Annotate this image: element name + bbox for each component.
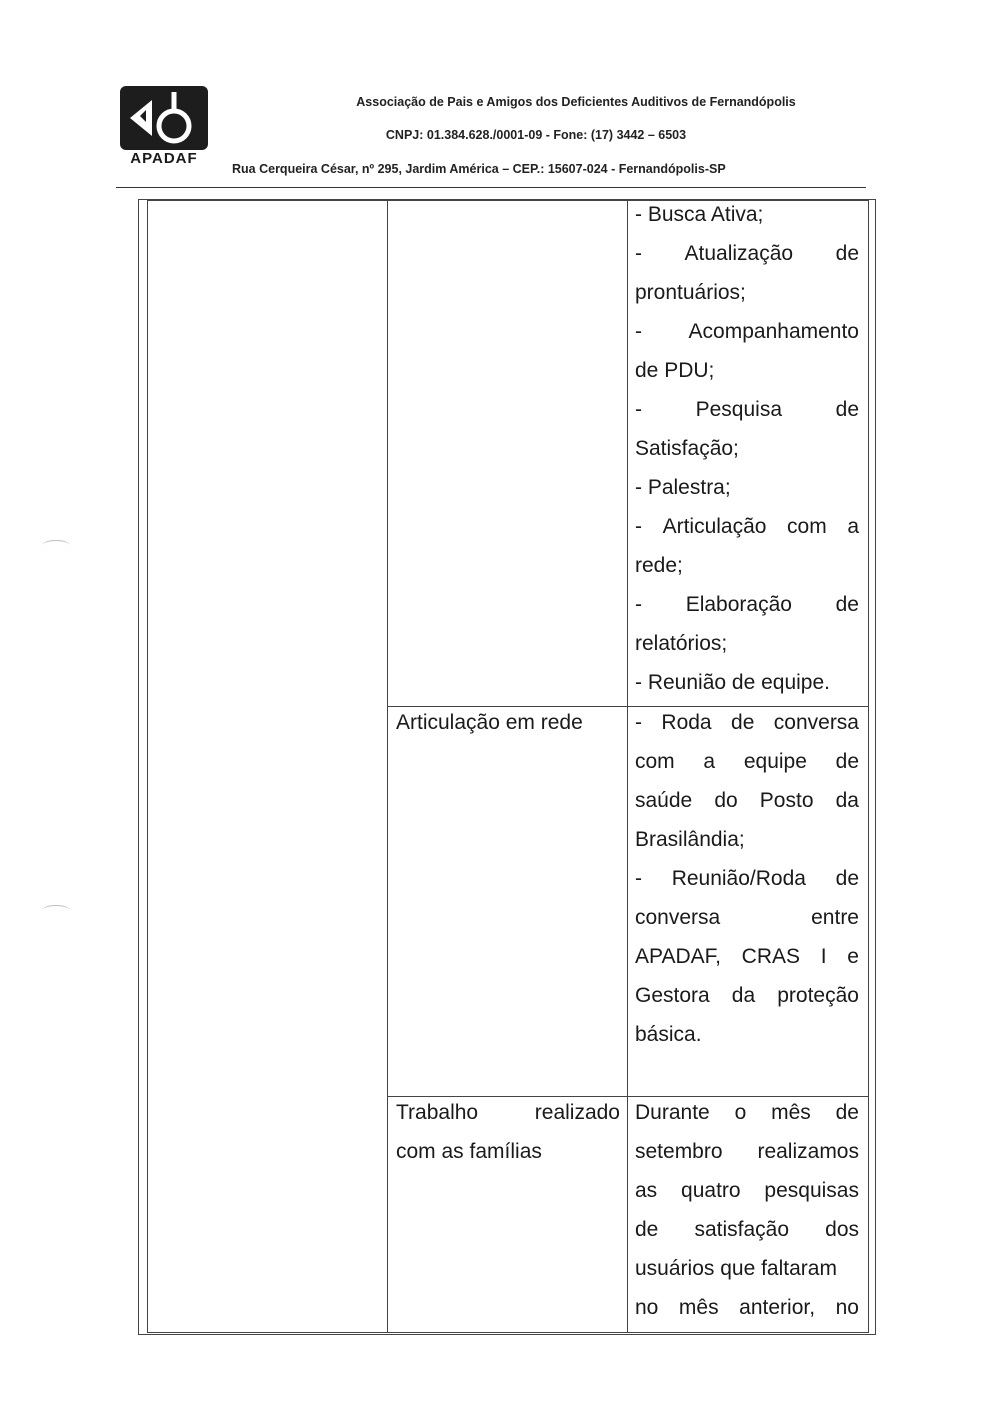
- word: de: [835, 750, 859, 773]
- word: I: [820, 945, 827, 968]
- word: saúde: [635, 789, 693, 812]
- text-line: [635, 273, 859, 312]
- text-line: [635, 663, 859, 702]
- word: Durante: [635, 1101, 710, 1124]
- word: da: [731, 984, 756, 1007]
- text-line: [635, 351, 859, 390]
- word: -: [635, 711, 642, 734]
- scan-margin-mark: [42, 540, 70, 551]
- word: com: [787, 515, 827, 538]
- word: a: [703, 750, 716, 773]
- word: com as famílias: [396, 1140, 542, 1163]
- text-line: [635, 703, 859, 742]
- word: -: [635, 867, 642, 890]
- word: e: [847, 945, 859, 968]
- header-divider: [116, 187, 866, 188]
- word: conversa: [635, 906, 721, 929]
- row3-category-cell: [396, 1093, 620, 1171]
- word: -: [635, 242, 642, 265]
- word: satisfação: [694, 1218, 790, 1241]
- word: - Busca Ativa;: [635, 203, 764, 226]
- word: proteção: [777, 984, 859, 1007]
- word: de: [835, 398, 859, 421]
- word: de: [635, 1218, 659, 1241]
- text-line: [635, 937, 859, 976]
- word: de: [835, 867, 859, 890]
- word: -: [635, 593, 642, 616]
- word: as: [635, 1179, 658, 1202]
- text-line: [635, 898, 859, 937]
- text-line: [635, 585, 859, 624]
- word: no: [835, 1296, 859, 1319]
- text-line: [635, 976, 859, 1015]
- word: Roda: [661, 711, 712, 734]
- word: - Reunião de equipe.: [635, 671, 830, 694]
- word: equipe: [743, 750, 807, 773]
- text-line: [635, 1132, 859, 1171]
- text-line: [396, 1093, 620, 1132]
- word: Posto: [759, 789, 814, 812]
- text-line: [635, 195, 859, 234]
- word: realizado: [534, 1101, 620, 1124]
- word: rede;: [635, 554, 683, 577]
- row1-activities-cell: [635, 195, 859, 702]
- address-line: Rua Cerqueira César, nº 295, Jardim América – CEP.: 15607-024 - Fernandópolis-SP: [232, 162, 726, 176]
- logo-text: APADAF: [130, 150, 198, 167]
- text-line: [635, 742, 859, 781]
- word: Elaboração: [685, 593, 792, 616]
- text-line: [635, 507, 859, 546]
- word: entre: [811, 906, 859, 929]
- text-line: [635, 390, 859, 429]
- word: relatórios;: [635, 632, 728, 655]
- row2-category-cell: Articulação em rede: [396, 711, 583, 734]
- text-line: [635, 429, 859, 468]
- row2-activities-cell: [635, 703, 859, 1054]
- word: Satisfação;: [635, 437, 739, 460]
- word: anterior,: [739, 1296, 816, 1319]
- column-divider: [627, 200, 628, 1333]
- text-line: [396, 1132, 620, 1171]
- word: de PDU;: [635, 359, 715, 382]
- word: - Palestra;: [635, 476, 731, 499]
- text-line: [635, 820, 859, 859]
- text-line: [635, 1171, 859, 1210]
- word: Atualização: [684, 242, 794, 265]
- text-line: [635, 781, 859, 820]
- text-line: [635, 859, 859, 898]
- word: quatro: [681, 1179, 741, 1202]
- word: com: [635, 750, 675, 773]
- text-line: [635, 624, 859, 663]
- word: Pesquisa: [695, 398, 783, 421]
- word: de: [835, 242, 859, 265]
- scan-margin-mark: [42, 905, 70, 916]
- letterhead: [0, 0, 992, 200]
- text-line: [635, 468, 859, 507]
- word: conversa: [773, 711, 859, 734]
- word: -: [635, 515, 642, 538]
- word: setembro: [635, 1140, 723, 1163]
- word: da: [835, 789, 859, 812]
- text-line: [635, 234, 859, 273]
- word: realizamos: [757, 1140, 859, 1163]
- word: a: [847, 515, 859, 538]
- text-line: [635, 1210, 859, 1249]
- word: do: [714, 789, 738, 812]
- word: Trabalho: [396, 1101, 479, 1124]
- word: APADAF,: [635, 945, 721, 968]
- word: mês: [678, 1296, 719, 1319]
- text-line: [635, 1015, 859, 1054]
- word: o: [734, 1101, 747, 1124]
- word: pesquisas: [764, 1179, 859, 1202]
- word: dos: [825, 1218, 859, 1241]
- organization-name: Associação de Pais e Amigos dos Deficientes Auditivos de Fernandópolis: [356, 95, 796, 109]
- word: Gestora: [635, 984, 710, 1007]
- word: no: [635, 1296, 659, 1319]
- word: de: [835, 593, 859, 616]
- text-line: [635, 312, 859, 351]
- word: -: [635, 320, 642, 343]
- word: -: [635, 398, 642, 421]
- cnpj-phone-line: CNPJ: 01.384.628./0001-09 - Fone: (17) 3442 – 6503: [385, 128, 687, 142]
- text-line: [635, 1249, 859, 1288]
- text-line: [635, 1288, 859, 1327]
- column-divider: [387, 200, 388, 1333]
- word: de: [731, 711, 755, 734]
- text-line: [635, 546, 859, 585]
- word: básica.: [635, 1023, 702, 1046]
- word: mês: [771, 1101, 811, 1124]
- row3-description-cell: [635, 1093, 859, 1327]
- word: usuários que faltaram: [635, 1257, 837, 1280]
- word: CRAS: [741, 945, 801, 968]
- word: Articulação: [662, 515, 767, 538]
- word: Acompanhamento: [688, 320, 859, 343]
- word: prontuários;: [635, 281, 746, 304]
- word: de: [835, 1101, 859, 1124]
- word: Reunião/Roda: [671, 867, 806, 890]
- word: Brasilândia;: [635, 828, 745, 851]
- text-line: [635, 1093, 859, 1132]
